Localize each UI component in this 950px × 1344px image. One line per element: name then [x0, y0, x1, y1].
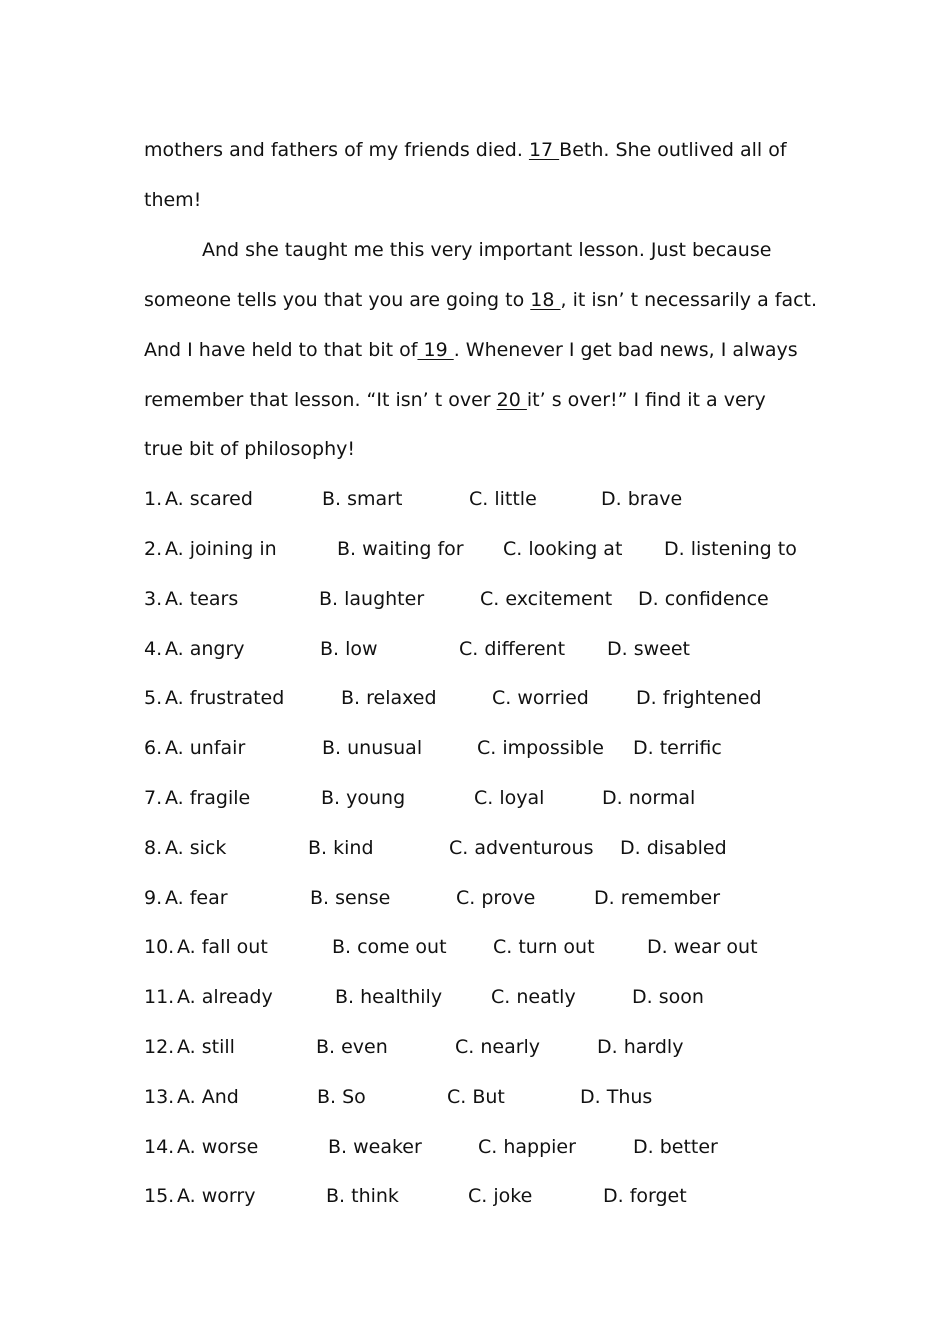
- option-d: D. terrific: [633, 737, 722, 759]
- option-b: B. waiting for: [337, 538, 464, 560]
- passage-line-5: [144, 338, 798, 362]
- option-b: B. low: [320, 638, 378, 660]
- question-number: 15.: [144, 1185, 175, 1207]
- option-d: D. sweet: [607, 638, 690, 660]
- option-a: A. fragile: [165, 787, 251, 809]
- option-b: B. sense: [310, 887, 391, 909]
- question-number: 3.: [144, 588, 163, 610]
- question-number: 8.: [144, 837, 163, 859]
- option-a: A. fall out: [177, 936, 268, 958]
- option-c: C. different: [459, 638, 566, 660]
- option-d: D. confidence: [638, 588, 769, 610]
- option-d: D. remember: [594, 887, 721, 909]
- passage-text: And I have held to that bit of: [144, 339, 418, 361]
- question-number: 5.: [144, 687, 163, 709]
- option-b: B. even: [316, 1036, 388, 1058]
- passage-text: Beth. She outlived all of: [559, 139, 787, 161]
- option-a: A. scared: [165, 488, 253, 510]
- option-c: C. neatly: [491, 986, 576, 1008]
- option-b: B. laughter: [319, 588, 425, 610]
- option-c: C. looking at: [503, 538, 623, 560]
- option-b: B. think: [326, 1185, 399, 1207]
- passage-text: mothers and fathers of my friends died.: [144, 139, 529, 161]
- question-number: 10.: [144, 936, 175, 958]
- option-c: C. little: [469, 488, 537, 510]
- option-c: C. nearly: [455, 1036, 541, 1058]
- option-c: C. adventurous: [449, 837, 594, 859]
- option-a: A. angry: [165, 638, 245, 660]
- option-a: A. sick: [165, 837, 227, 859]
- passage-text: remember that lesson. “It isn’ t over: [144, 389, 497, 411]
- option-c: C. turn out: [493, 936, 595, 958]
- option-d: D. listening to: [664, 538, 797, 560]
- option-b: B. relaxed: [341, 687, 437, 709]
- option-c: C. impossible: [477, 737, 604, 759]
- passage-line-2: them!: [144, 189, 202, 211]
- question-number: 6.: [144, 737, 163, 759]
- option-b: B. weaker: [328, 1136, 422, 1158]
- option-d: D. brave: [601, 488, 683, 510]
- option-a: A. And: [177, 1086, 239, 1108]
- option-b: B. young: [321, 787, 406, 809]
- option-d: D. disabled: [620, 837, 727, 859]
- question-number: 7.: [144, 787, 163, 809]
- passage-text: , it isn’ t necessarily a fact.: [560, 289, 818, 311]
- question-number: 14.: [144, 1136, 175, 1158]
- option-c: C. worried: [492, 687, 589, 709]
- option-a: A. joining in: [165, 538, 277, 560]
- option-b: B. So: [317, 1086, 366, 1108]
- passage-line-7: true bit of philosophy!: [144, 438, 355, 460]
- option-a: A. frustrated: [165, 687, 285, 709]
- blank-17: 17: [528, 139, 560, 161]
- option-a: A. worry: [177, 1185, 256, 1207]
- option-b: B. come out: [332, 936, 447, 958]
- option-d: D. wear out: [647, 936, 758, 958]
- passage-line-4: [144, 288, 817, 312]
- passage-text: someone tells you that you are going to: [144, 289, 531, 311]
- option-a: A. still: [177, 1036, 235, 1058]
- blank-18: 18: [530, 289, 561, 311]
- blank-19: 19: [417, 339, 454, 361]
- option-b: B. kind: [308, 837, 374, 859]
- option-c: C. loyal: [474, 787, 545, 809]
- question-number: 4.: [144, 638, 163, 660]
- question-number: 9.: [144, 887, 163, 909]
- option-d: D. hardly: [597, 1036, 684, 1058]
- option-b: B. smart: [322, 488, 403, 510]
- option-d: D. soon: [632, 986, 704, 1008]
- passage-line-1: [144, 138, 787, 162]
- passage-line-6: [144, 388, 766, 412]
- question-number: 1.: [144, 488, 163, 510]
- option-c: C. happier: [478, 1136, 576, 1158]
- question-number: 12.: [144, 1036, 175, 1058]
- blank-20: 20: [496, 389, 527, 411]
- option-d: D. forget: [603, 1185, 687, 1207]
- option-c: C. joke: [468, 1185, 533, 1207]
- option-c: C. excitement: [480, 588, 613, 610]
- option-a: A. fear: [165, 887, 228, 909]
- option-b: B. unusual: [322, 737, 423, 759]
- option-a: A. already: [177, 986, 273, 1008]
- option-c: C. prove: [456, 887, 536, 909]
- passage-line-3: And she taught me this very important lesson. Just because: [202, 239, 772, 261]
- question-number: 13.: [144, 1086, 175, 1108]
- option-d: D. frightened: [636, 687, 762, 709]
- option-a: A. unfair: [165, 737, 246, 759]
- option-d: D. normal: [602, 787, 696, 809]
- question-number: 11.: [144, 986, 175, 1008]
- option-b: B. healthily: [335, 986, 443, 1008]
- option-c: C. But: [447, 1086, 505, 1108]
- option-a: A. worse: [177, 1136, 259, 1158]
- question-number: 2.: [144, 538, 163, 560]
- passage-text: it’ s over!” I find it a very: [526, 389, 766, 411]
- option-d: D. better: [633, 1136, 718, 1158]
- option-d: D. Thus: [580, 1086, 653, 1108]
- passage-text: . Whenever I get bad news, I always: [453, 339, 798, 361]
- option-a: A. tears: [165, 588, 239, 610]
